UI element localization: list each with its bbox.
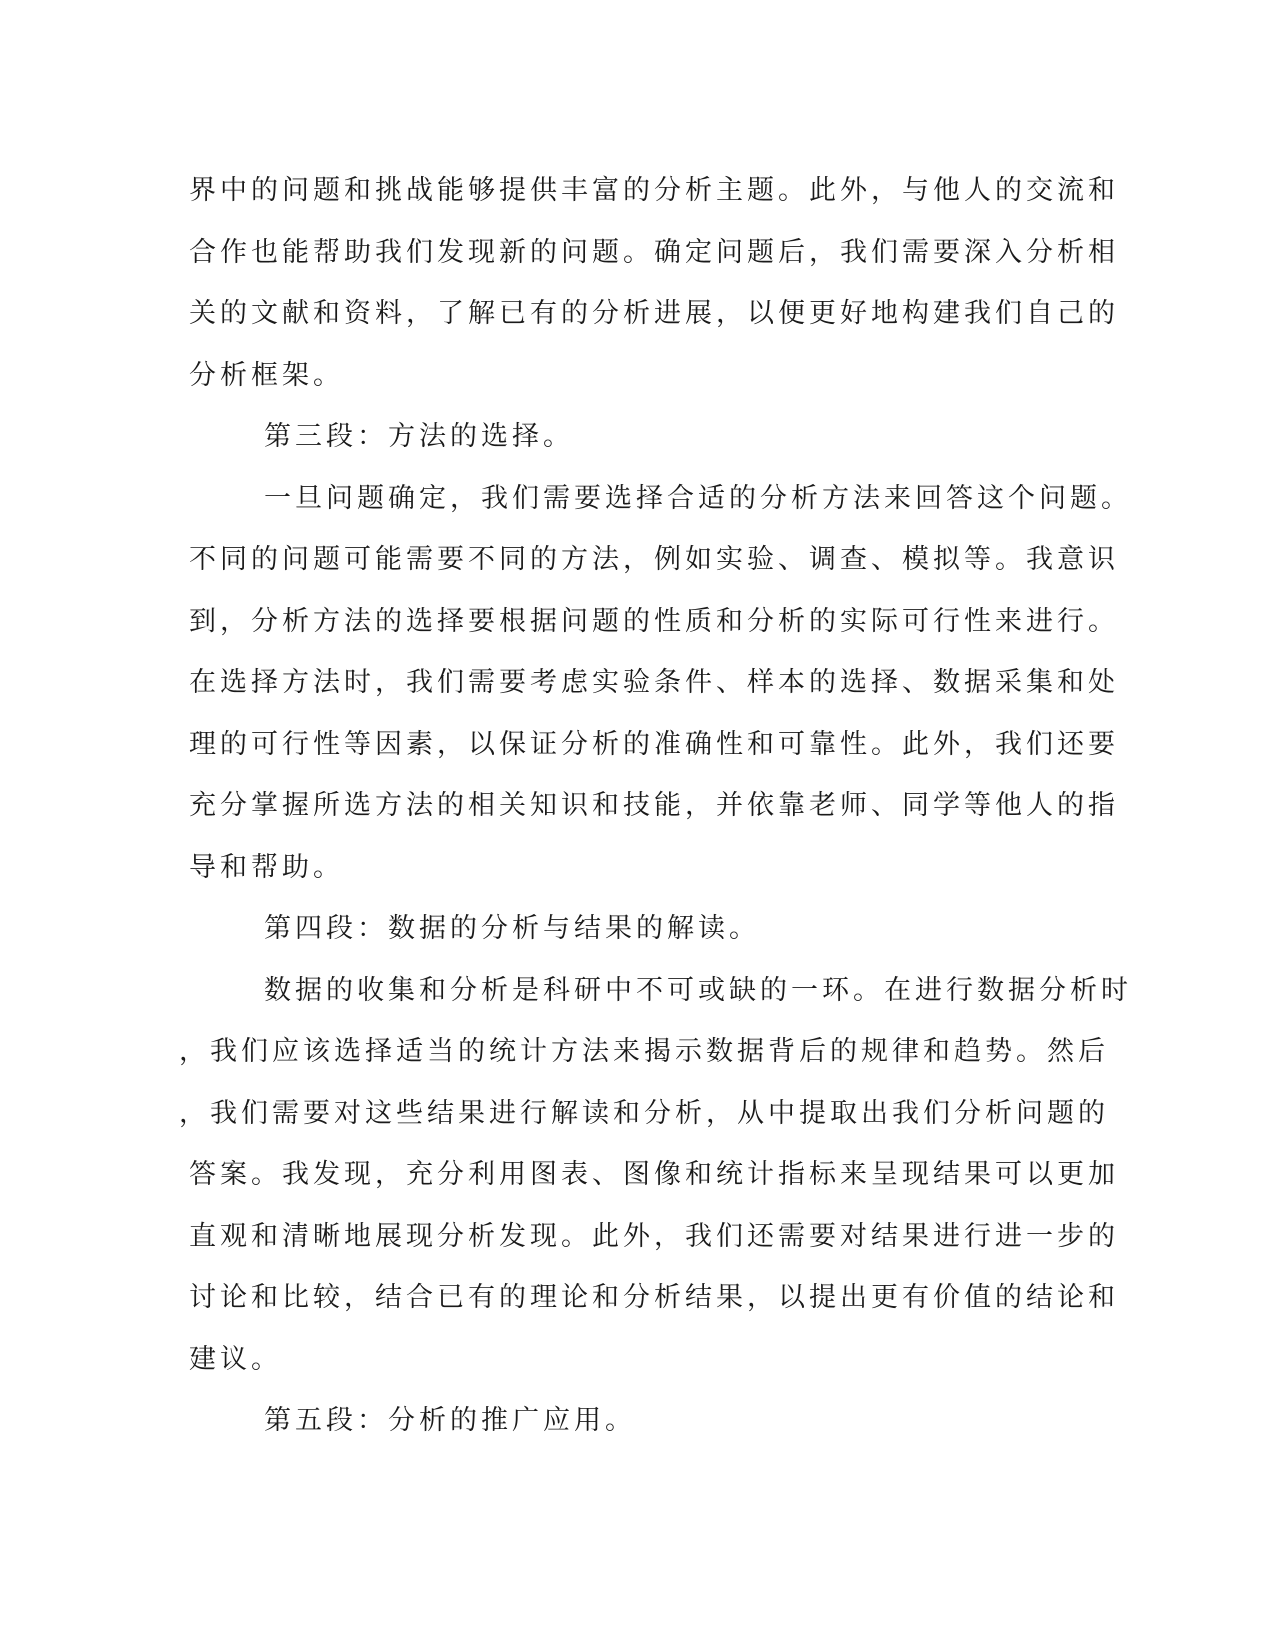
text-line: 讨论和比较，结合已有的理论和分析结果，以提出更有价值的结论和 <box>189 1282 1119 1313</box>
text-line: 关的文献和资料，了解已有的分析进展，以便更好地构建我们自己的 <box>189 298 1119 329</box>
text-line: ，我们应该选择适当的统计方法来揭示数据背后的规律和趋势。然后 <box>179 1036 1109 1067</box>
text-line: 答案。我发现，充分利用图表、图像和统计指标来呈现结果可以更加 <box>189 1159 1119 1190</box>
text-line: 界中的问题和挑战能够提供丰富的分析主题。此外，与他人的交流和 <box>189 175 1119 206</box>
document-body <box>179 160 1132 1452</box>
text-line: 一旦问题确定，我们需要选择合适的分析方法来回答这个问题。 <box>264 482 1132 514</box>
section-heading-3: 第三段：方法的选择。 <box>264 421 574 452</box>
text-line: 不同的问题可能需要不同的方法，例如实验、调查、模拟等。我意识 <box>189 544 1119 575</box>
text-line: 在选择方法时，我们需要考虑实验条件、样本的选择、数据采集和处 <box>189 667 1119 698</box>
text-line: 充分掌握所选方法的相关知识和技能，并依靠老师、同学等他人的指 <box>189 790 1119 821</box>
text-line: 导和帮助。 <box>189 851 344 883</box>
text-line: 到，分析方法的选择要根据问题的性质和分析的实际可行性来进行。 <box>189 605 1119 637</box>
text-line: 合作也能帮助我们发现新的问题。确定问题后，我们需要深入分析相 <box>189 236 1119 268</box>
section-heading-4: 第四段：数据的分析与结果的解读。 <box>264 913 760 944</box>
text-line: 建议。 <box>189 1343 282 1375</box>
text-line: 直观和清晰地展现分析发现。此外，我们还需要对结果进行进一步的 <box>189 1220 1119 1252</box>
text-line: 理的可行性等因素，以保证分析的准确性和可靠性。此外，我们还要 <box>189 728 1119 760</box>
text-line: 分析框架。 <box>189 359 344 391</box>
section-heading-5: 第五段：分析的推广应用。 <box>264 1405 636 1436</box>
text-line: ，我们需要对这些结果进行解读和分析，从中提取出我们分析问题的 <box>179 1097 1109 1129</box>
text-line: 数据的收集和分析是科研中不可或缺的一环。在进行数据分析时 <box>264 974 1132 1006</box>
